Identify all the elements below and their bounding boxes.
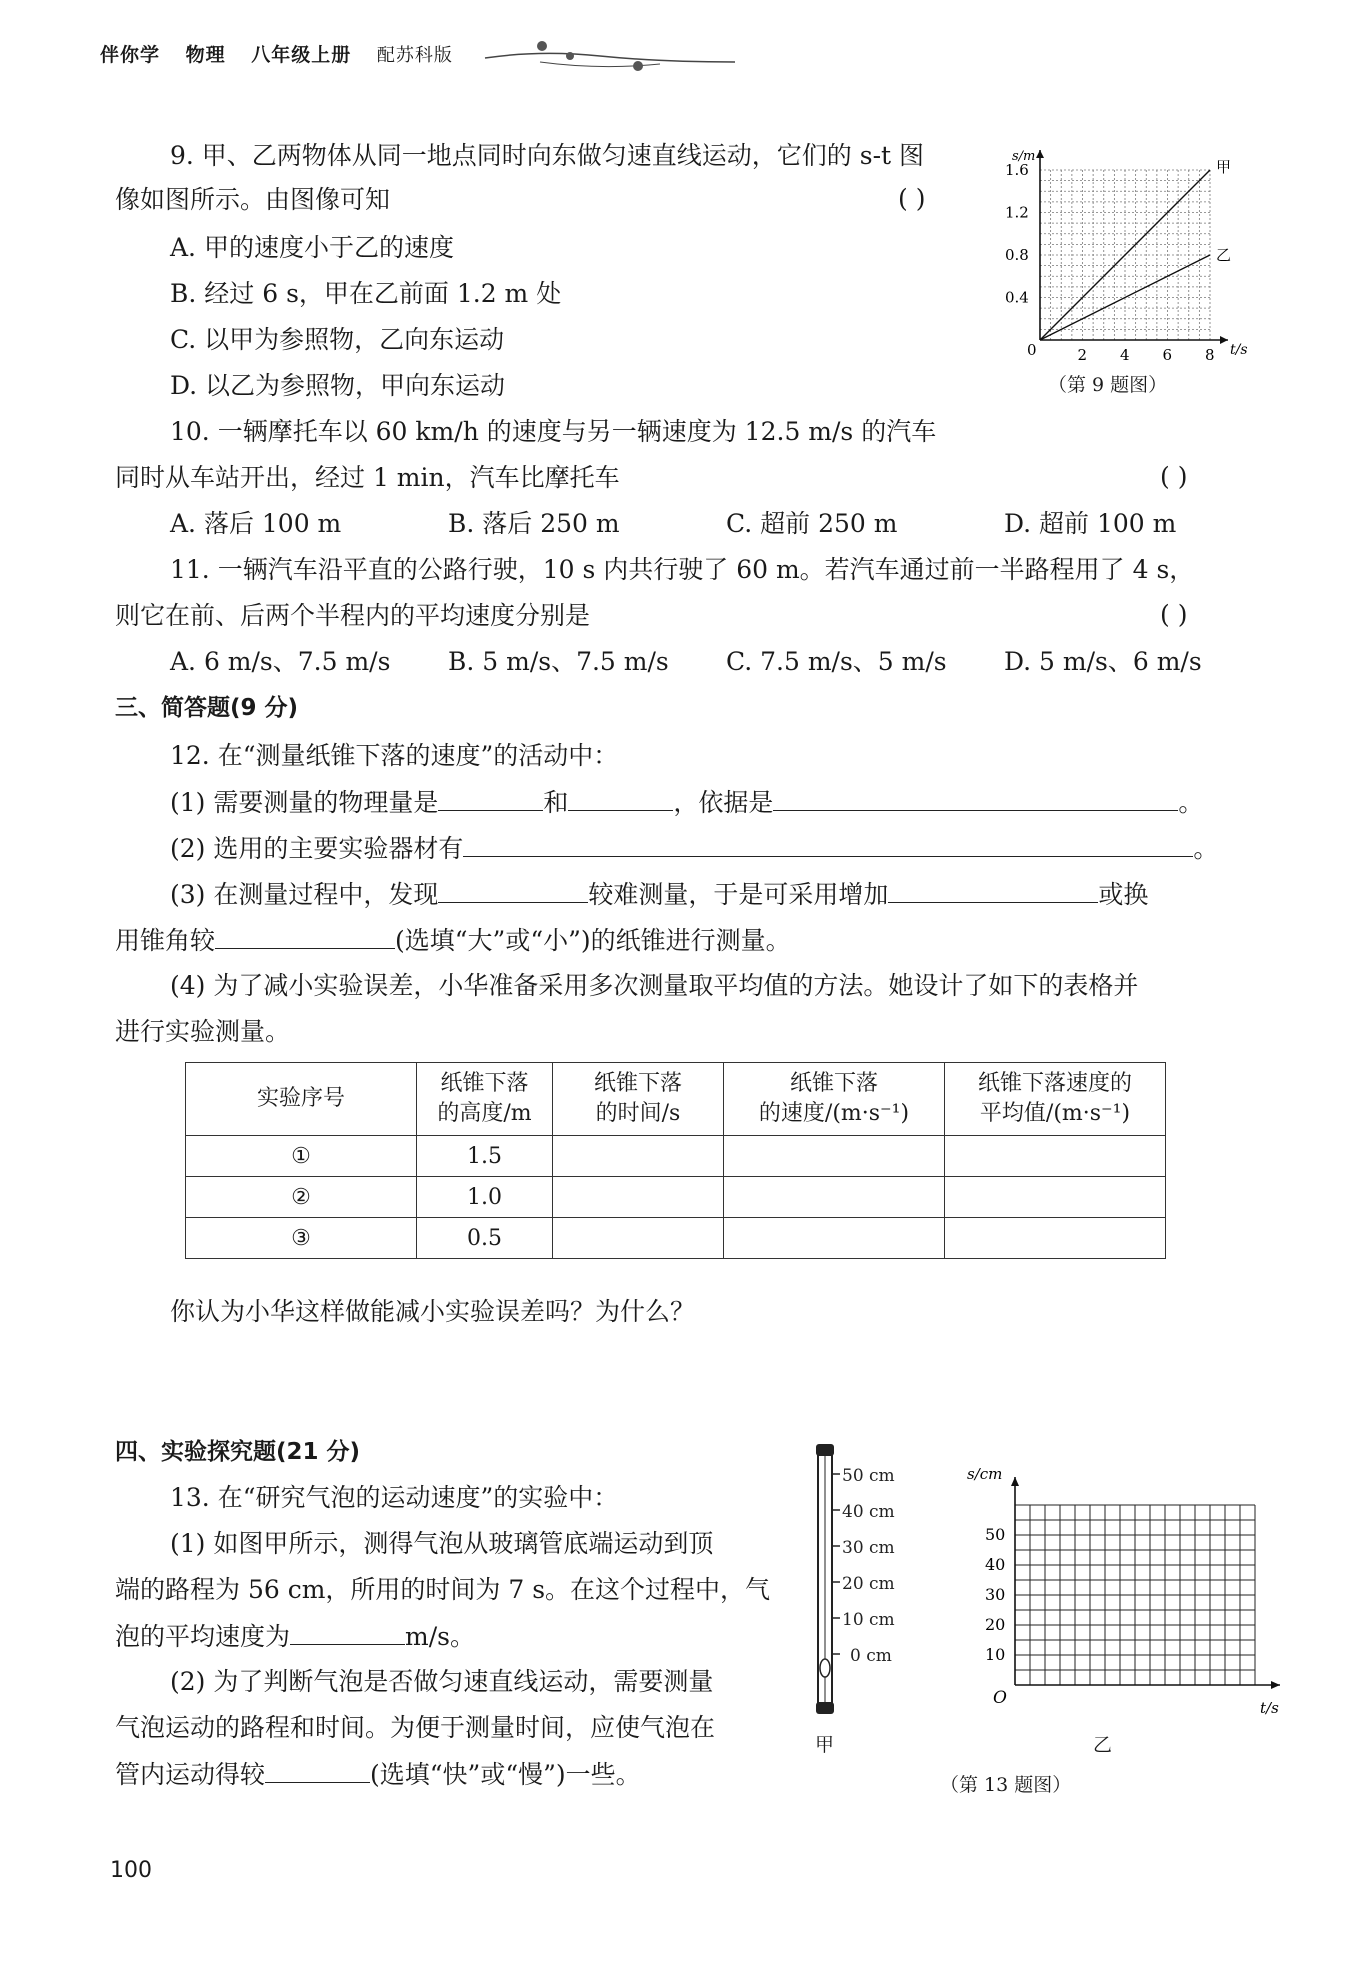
tube-label-0: 0 cm bbox=[850, 1646, 892, 1666]
series-label-1: 甲 bbox=[1216, 158, 1232, 176]
table-cell: 1.0 bbox=[417, 1177, 553, 1218]
q9-option-b: B. 经过 6 s，甲在乙前面 1.2 m 处 bbox=[170, 279, 562, 308]
tube-label-10: 10 cm bbox=[842, 1610, 895, 1630]
table-cell: ① bbox=[186, 1136, 417, 1177]
table-row bbox=[186, 1218, 1166, 1259]
q12-blank-equipment[interactable] bbox=[463, 830, 1193, 857]
table-header-cell: 纸锥下落 的时间/s bbox=[553, 1063, 724, 1136]
origin-label: O bbox=[993, 1688, 1007, 1708]
q10-stem-line1: 10. 一辆摩托车以 60 km/h 的速度与另一辆速度为 12.5 m/s 的汽车 bbox=[170, 417, 937, 446]
y-tick-label: 0.8 bbox=[1005, 246, 1029, 264]
header-decoration bbox=[480, 40, 740, 80]
header-subject: 物理 bbox=[185, 44, 226, 66]
q12-p1-text-b: 和 bbox=[543, 788, 569, 817]
q11-stem-line2: 则它在前、后两个半程内的平均速度分别是 bbox=[115, 601, 591, 630]
table-cell[interactable] bbox=[945, 1218, 1166, 1259]
table-cell[interactable] bbox=[553, 1177, 724, 1218]
q13-grid-caption: 乙 bbox=[1093, 1734, 1113, 1756]
table-cell[interactable] bbox=[724, 1218, 945, 1259]
q13-p1-text-c: 泡的平均速度为 bbox=[115, 1622, 291, 1651]
q9-stem-line2: 像如图所示。由图像可知 bbox=[115, 185, 391, 214]
q12-blank-basis[interactable] bbox=[773, 784, 1178, 811]
q13-part1-line3 bbox=[115, 1618, 475, 1655]
q10-option-d: D. 超前 100 m bbox=[1004, 509, 1177, 538]
y-tick-label: 20 bbox=[985, 1615, 1006, 1634]
header-grade: 八年级上册 bbox=[251, 44, 352, 66]
q12-p1-end: 。 bbox=[1178, 788, 1204, 817]
q12-part2 bbox=[170, 830, 1218, 867]
q10-answer-paren: ( ) bbox=[1160, 462, 1188, 491]
q9-option-c: C. 以甲为参照物，乙向东运动 bbox=[170, 325, 505, 354]
q13-blank-avg-speed[interactable] bbox=[290, 1618, 405, 1645]
q11-stem-line1: 11. 一辆汽车沿平直的公路行驶，10 s 内共行驶了 60 m。若汽车通过前一半路程用了 4 s， bbox=[170, 555, 1195, 584]
section-4-title: 四、实验探究题(21 分) bbox=[115, 1439, 361, 1465]
x-axis-label: t/s bbox=[1230, 342, 1248, 358]
section-3-title: 三、简答题(9 分) bbox=[115, 695, 299, 721]
tube-label-40: 40 cm bbox=[842, 1502, 895, 1522]
table-row bbox=[186, 1177, 1166, 1218]
table-header-row bbox=[186, 1063, 1166, 1136]
q12-p2-text-a: (2) 选用的主要实验器材有 bbox=[170, 834, 464, 863]
q13-part1-line2: 端的路程为 56 cm，所用的时间为 7 s。在这个过程中，气 bbox=[115, 1575, 771, 1604]
q12-part4-line2: 进行实验测量。 bbox=[115, 1017, 291, 1046]
q12-intro: 12. 在“测量纸锥下落的速度”的活动中： bbox=[170, 741, 619, 770]
q10-option-a: A. 落后 100 m bbox=[170, 509, 342, 538]
q13-part2-line1: (2) 为了判断气泡是否做匀速直线运动，需要测量 bbox=[170, 1667, 714, 1696]
y-tick-label: 30 bbox=[985, 1585, 1006, 1604]
q13-part2-line2: 气泡运动的路程和时间。为便于测量时间，应使气泡在 bbox=[115, 1713, 716, 1742]
series-label-2: 乙 bbox=[1216, 246, 1232, 264]
q10-option-b: B. 落后 250 m bbox=[448, 509, 620, 538]
q9-st-chart bbox=[985, 130, 1250, 370]
q12-blank-quantity-2[interactable] bbox=[568, 784, 673, 811]
y-axis-arrow bbox=[1036, 150, 1044, 158]
table-header-cell: 纸锥下落 的高度/m bbox=[417, 1063, 553, 1136]
q11-option-b: B. 5 m/s、7.5 m/s bbox=[448, 647, 669, 676]
q11-option-a: A. 6 m/s、7.5 m/s bbox=[170, 647, 391, 676]
q13-part2-line3 bbox=[115, 1756, 641, 1793]
q9-stem-line1: 9. 甲、乙两物体从同一地点同时向东做匀速直线运动，它们的 s-t 图 bbox=[170, 141, 925, 170]
table-cell[interactable] bbox=[724, 1136, 945, 1177]
table-cell: ② bbox=[186, 1177, 417, 1218]
table-header-cell: 纸锥下落 的速度/(m·s⁻¹) bbox=[724, 1063, 945, 1136]
running-header bbox=[100, 40, 471, 67]
x-tick-label: 2 bbox=[1077, 346, 1088, 364]
q11-answer-paren: ( ) bbox=[1160, 600, 1188, 629]
q12-p3-text-b: 较难测量，于是可采用增加 bbox=[588, 880, 889, 909]
page-number: 100 bbox=[110, 1858, 152, 1883]
origin-label: 0 bbox=[1027, 341, 1037, 359]
q12-blank-hard-quantity[interactable] bbox=[438, 876, 588, 903]
q13-intro: 13. 在“研究气泡的运动速度”的实验中： bbox=[170, 1483, 619, 1512]
q12-p3-text-c: 或换 bbox=[1098, 880, 1149, 909]
x-axis-label: t/s bbox=[1260, 1699, 1279, 1717]
table-cell[interactable] bbox=[945, 1177, 1166, 1218]
y-axis-label: s/cm bbox=[967, 1465, 1003, 1483]
q13-figure-caption: （第 13 题图） bbox=[940, 1774, 1072, 1796]
q12-p3-text-a: (3) 在测量过程中，发现 bbox=[170, 880, 439, 909]
x-axis-arrow bbox=[1271, 1681, 1280, 1689]
tube-label-30: 30 cm bbox=[842, 1538, 895, 1558]
q11-option-d: D. 5 m/s、6 m/s bbox=[1004, 647, 1202, 676]
y-tick-label: 10 bbox=[985, 1645, 1006, 1664]
q12-blank-cone-angle[interactable] bbox=[215, 922, 395, 949]
q10-stem-line2: 同时从车站开出，经过 1 min，汽车比摩托车 bbox=[115, 463, 620, 492]
q12-part3-line1 bbox=[170, 876, 1148, 913]
x-tick-label: 6 bbox=[1162, 346, 1173, 364]
q12-blank-increase[interactable] bbox=[888, 876, 1098, 903]
table-cell: 0.5 bbox=[417, 1218, 553, 1259]
tube-label-20: 20 cm bbox=[842, 1574, 895, 1594]
y-axis-label: s/m bbox=[1012, 149, 1036, 164]
table-row bbox=[186, 1136, 1166, 1177]
q12-part4-line1: (4) 为了减小实验误差，小华准备采用多次测量取平均值的方法。她设计了如下的表格并 bbox=[170, 971, 1139, 1000]
y-tick-label: 40 bbox=[985, 1555, 1006, 1574]
q12-p1-text-a: (1) 需要测量的物理量是 bbox=[170, 788, 439, 817]
y-axis-arrow bbox=[1011, 1477, 1019, 1486]
q12-p1-text-c: ，依据是 bbox=[673, 788, 774, 817]
x-tick-label: 8 bbox=[1205, 346, 1215, 364]
q12-part3-line2 bbox=[115, 922, 791, 959]
q13-p2-text-c: 管内运动得较 bbox=[115, 1760, 266, 1789]
table-cell[interactable] bbox=[945, 1136, 1166, 1177]
q12-data-table bbox=[185, 1062, 1166, 1259]
header-edition: 配苏科版 bbox=[376, 45, 453, 66]
q13-tube-caption: 甲 bbox=[815, 1734, 835, 1756]
x-axis-arrow bbox=[1220, 336, 1228, 344]
q12-blank-quantity-1[interactable] bbox=[438, 784, 543, 811]
table-cell[interactable] bbox=[553, 1136, 724, 1177]
table-cell: 1.5 bbox=[417, 1136, 553, 1177]
y-tick-label: 1.2 bbox=[1005, 203, 1029, 222]
q13-p2-text-d: (选填“快”或“慢”)一些。 bbox=[370, 1760, 641, 1789]
q9-option-d: D. 以乙为参照物，甲向东运动 bbox=[170, 371, 506, 400]
q9-option-a: A. 甲的速度小于乙的速度 bbox=[170, 233, 454, 262]
q10-option-c: C. 超前 250 m bbox=[726, 509, 898, 538]
q13-glass-tube-figure bbox=[800, 1440, 920, 1730]
table-header-cell: 纸锥下落速度的 平均值/(m·s⁻¹) bbox=[945, 1063, 1166, 1136]
y-tick-label: 0.4 bbox=[1005, 288, 1029, 307]
q12-part1 bbox=[170, 784, 1203, 821]
q12-final-question: 你认为小华这样做能减小实验误差吗？为什么？ bbox=[170, 1297, 696, 1326]
y-tick-label: 1.6 bbox=[1005, 161, 1029, 179]
q9-figure-caption: （第 9 题图） bbox=[1048, 374, 1168, 396]
tube-label-50: 50 cm bbox=[842, 1466, 895, 1486]
q13-st-grid-chart bbox=[960, 1455, 1279, 1730]
y-tick-label: 50 bbox=[985, 1525, 1006, 1544]
table-cell[interactable] bbox=[553, 1218, 724, 1259]
q12-p3-text-d: 用锥角较 bbox=[115, 926, 216, 955]
q11-option-c: C. 7.5 m/s、5 m/s bbox=[726, 647, 947, 676]
q13-part1-line1: (1) 如图甲所示，测得气泡从玻璃管底端运动到顶 bbox=[170, 1529, 714, 1558]
header-series: 伴你学 bbox=[100, 44, 161, 66]
table-cell: ③ bbox=[186, 1218, 417, 1259]
table-header-cell: 实验序号 bbox=[186, 1063, 417, 1136]
q12-p3-text-e: (选填“大”或“小”)的纸锥进行测量。 bbox=[395, 926, 791, 955]
q9-answer-paren: ( ) bbox=[898, 184, 926, 213]
table-cell[interactable] bbox=[724, 1177, 945, 1218]
q12-p2-end: 。 bbox=[1193, 834, 1219, 863]
q13-p1-text-d: m/s。 bbox=[405, 1622, 475, 1651]
x-tick-label: 4 bbox=[1120, 346, 1130, 364]
q13-blank-fast-slow[interactable] bbox=[265, 1756, 370, 1783]
